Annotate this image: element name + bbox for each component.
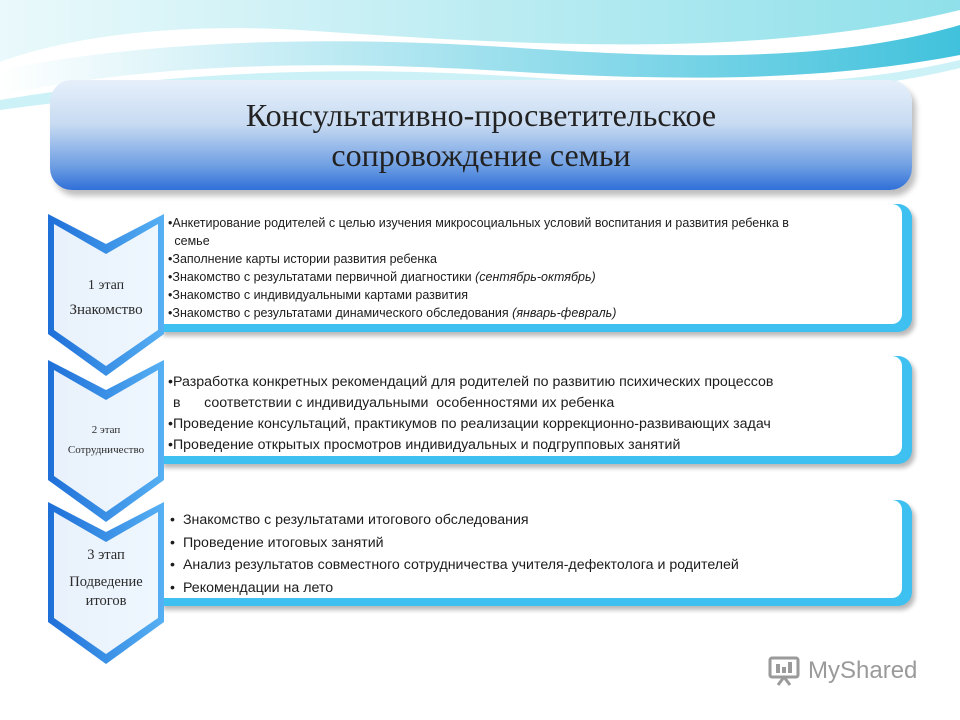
stage-2-item-2-text: Проведение консультаций, практикумов по реализации коррекционно-развивающих задач	[172, 416, 771, 432]
title-line-1: Консультативно-просветительское	[245, 97, 717, 133]
stage-2-list	[168, 372, 908, 456]
stage-3-label	[48, 546, 164, 611]
stage-2-item-1-text: Разработка конкретных рекомендаций для родителей по развитию психических процессов	[172, 374, 774, 390]
list-item: • Проведение открытых просмотров индивидуальных и подгрупповых занятий	[168, 435, 908, 456]
presentation-icon	[768, 655, 802, 687]
title-banner	[50, 80, 912, 190]
stage-3-item-2-text: Проведение итоговых занятий	[182, 534, 384, 551]
stage-1-number: 1 этап	[87, 278, 125, 293]
watermark-text: MyShared	[808, 657, 918, 684]
list-item: • Знакомство с результатами итогового обследования	[170, 509, 908, 532]
list-item: • Заполнение карты истории развития ребенка	[168, 252, 437, 266]
stage-3-item-4-text: Рекомендации на лето	[182, 579, 334, 596]
list-item: • Проведение итоговых занятий	[170, 532, 908, 555]
stage-1-item-2-text: Заполнение карты истории развития ребенка	[172, 252, 437, 266]
list-item: • Знакомство с результатами динамического обследования (январь-февраль)	[168, 306, 617, 320]
stage-3-list	[170, 509, 908, 599]
stage-3-name: Подведение итогов	[69, 574, 143, 609]
stage-1-item-1-cont: семье	[174, 234, 210, 248]
stage-3-panel	[160, 500, 912, 606]
list-item: • Знакомство с результатами первичной диагностики (сентябрь-октябрь)	[168, 270, 596, 284]
stage-1-name: Знакомство	[69, 302, 143, 318]
stage-1-item-3-note: (сентябрь-октябрь)	[475, 270, 596, 284]
stage-1-item-5-note: (январь-февраль)	[512, 306, 617, 320]
stage-1-item-5-text: Знакомство с результатами динамического обследования	[172, 306, 513, 320]
list-item: • Анкетирование родителей с целью изучения микросоциальных условий воспитания и развития ребенка в семье	[168, 216, 789, 248]
title-line-2: сопровождение семьи	[331, 137, 631, 173]
stage-2-number: 2 этап	[91, 424, 121, 436]
stage-1-list	[168, 214, 908, 322]
list-item: • Знакомство с индивидуальными картами развития	[168, 288, 469, 302]
stage-1-label	[48, 274, 164, 322]
stage-2-item-1-cont: в соответствии с индивидуальными особенностями их ребенка	[172, 395, 615, 411]
stage-2-label	[48, 420, 164, 460]
list-item: • Проведение консультаций, практикумов по реализации коррекционно-развивающих задач	[168, 414, 908, 435]
list-item: • Анализ результатов совместного сотрудничества учителя-дефектолога и родителей	[170, 554, 908, 577]
stage-1-panel	[160, 204, 912, 332]
stage-1-item-4-text: Знакомство с индивидуальными картами развития	[172, 288, 469, 302]
stage-3-number: 3 этап	[87, 547, 125, 563]
watermark-logo	[768, 655, 917, 687]
stage-2-name: Сотрудничество	[67, 444, 145, 456]
stage-1-item-3-text: Знакомство с результатами первичной диагностики	[172, 270, 472, 284]
list-item: • Рекомендации на лето	[170, 577, 908, 600]
stage-2-panel	[160, 356, 912, 464]
list-item: • Разработка конкретных рекомендаций для родителей по развитию психических процессов в соответствии с индивидуальными особенностями их ребенка	[168, 374, 774, 411]
stage-2-item-3-text: Проведение открытых просмотров индивидуальных и подгрупповых занятий	[172, 437, 681, 453]
stage-3-item-3-text: Анализ результатов совместного сотрудничества учителя-дефектолога и родителей	[182, 557, 739, 573]
stage-1-item-1-text: Анкетирование родителей с целью изучения микросоциальных условий воспитания и развития ребенка в	[172, 216, 789, 230]
stage-3-item-1-text: Знакомство с результатами итогового обследования	[182, 512, 529, 528]
